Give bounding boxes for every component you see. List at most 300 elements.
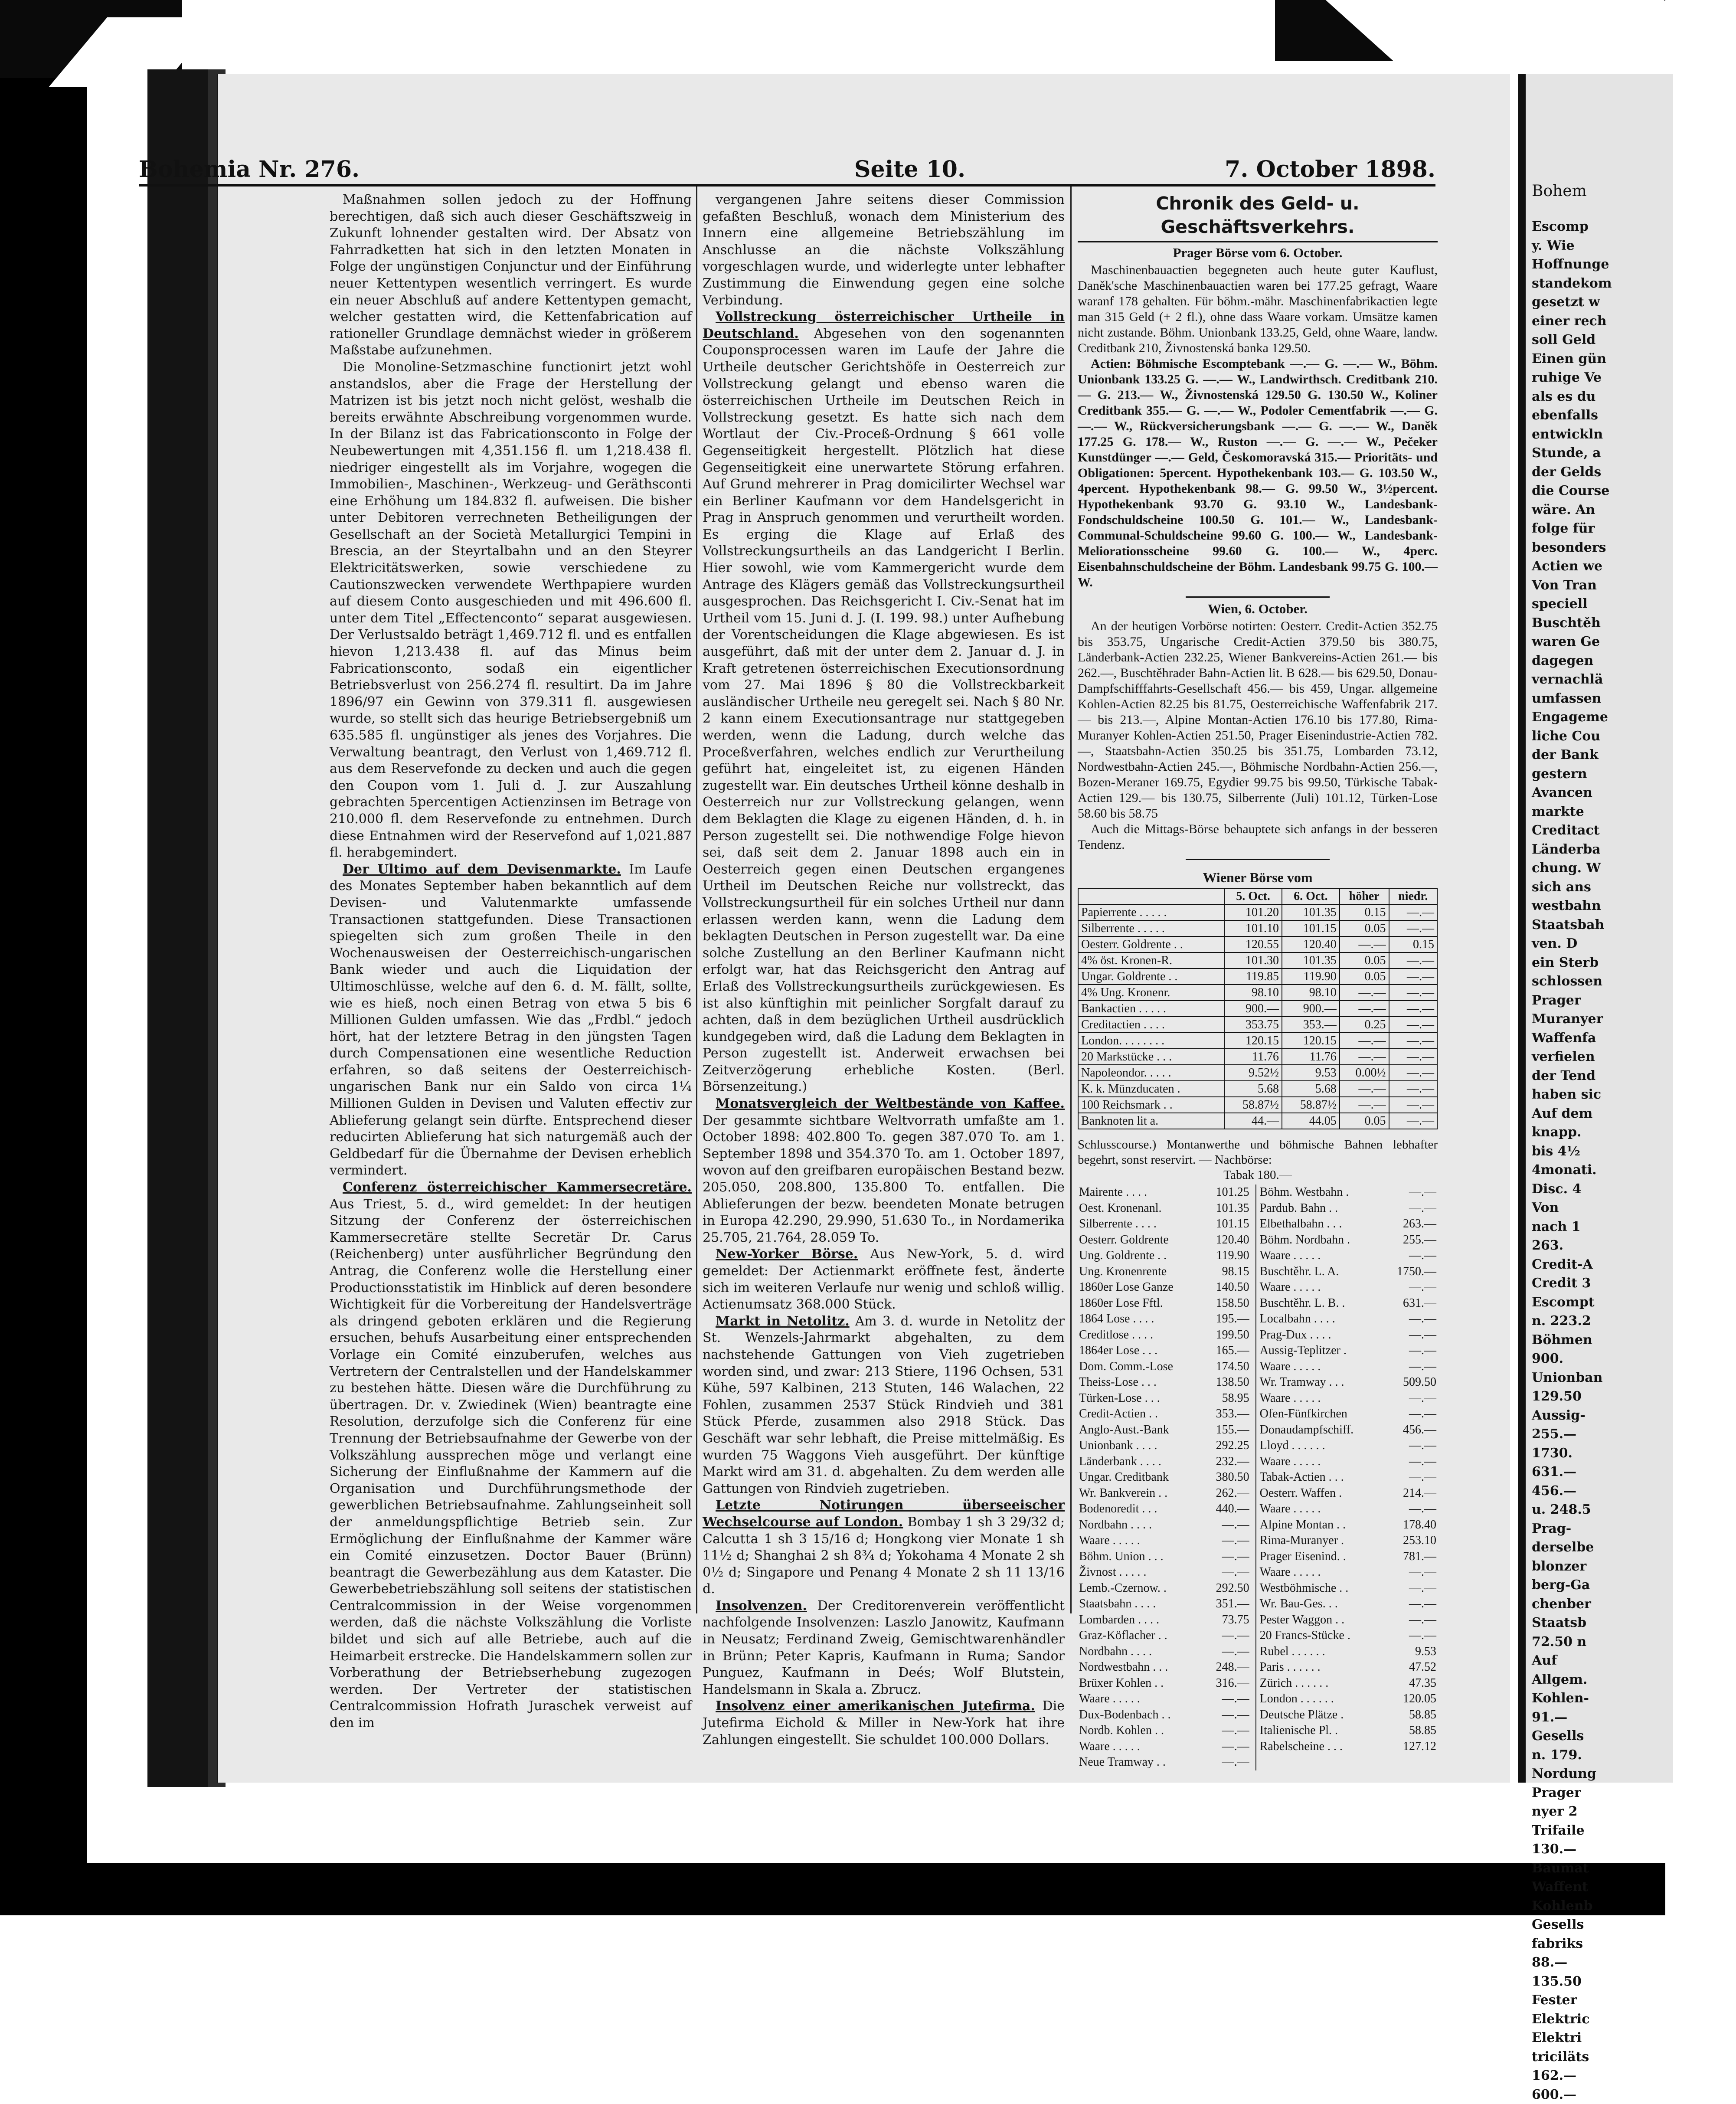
price-cell: —.—	[1383, 1201, 1438, 1217]
price-cell: 380.50	[1203, 1469, 1255, 1486]
security-name-cell: Waare . . . . .	[1078, 1739, 1203, 1755]
price-cell: 98.10	[1224, 985, 1282, 1001]
security-name-cell: Waare . . . . .	[1256, 1279, 1383, 1296]
table-row	[1078, 1691, 1438, 1707]
adjacent-page-line: nach 1	[1526, 1217, 1673, 1237]
table-row	[1078, 1391, 1438, 1407]
adjacent-page-line: blonzer	[1526, 1557, 1673, 1576]
security-name-cell: Donaudampfschiff.	[1256, 1422, 1383, 1438]
price-cell: —.—	[1389, 904, 1437, 920]
adjacent-page-line: folge für	[1526, 519, 1673, 538]
security-name-cell: Nordbahn . . . .	[1078, 1517, 1203, 1533]
masthead-date: 7. October 1898.	[1225, 156, 1435, 183]
adjacent-page-line: u. 248.5	[1526, 1500, 1673, 1519]
adjacent-page-line: derselbe	[1526, 1538, 1673, 1557]
adjacent-page-line: Staatsbah	[1526, 916, 1673, 935]
price-cell: 120.40	[1282, 936, 1340, 952]
price-cell: 900.—	[1224, 1001, 1282, 1017]
article-paragraph-with-heading	[703, 309, 1065, 1096]
price-cell: 120.40	[1203, 1232, 1255, 1248]
adjacent-page-line: standekom	[1526, 274, 1673, 293]
adjacent-page-line: Von Tran	[1526, 576, 1673, 595]
security-name-cell: Waare . . . . .	[1256, 1501, 1383, 1517]
price-cell: 248.—	[1203, 1659, 1255, 1675]
price-cell: 9.53	[1282, 1065, 1340, 1081]
finance-column	[1078, 192, 1438, 1612]
security-name-cell: 1860er Lose Fftl.	[1078, 1296, 1203, 1312]
price-cell: —.—	[1340, 936, 1389, 952]
adjacent-page-line: Elektri	[1526, 2029, 1673, 2048]
adjacent-page-line: 600.—	[1526, 2085, 1673, 2104]
security-name-cell: Lombarden . . . .	[1078, 1612, 1203, 1628]
security-name-cell: Aussig-Teplitzer .	[1256, 1343, 1383, 1359]
adjacent-page-line: Allgem.	[1526, 1670, 1673, 1689]
adjacent-page-line: 72.50 n	[1526, 1633, 1673, 1652]
price-cell: 1750.—	[1383, 1264, 1438, 1280]
table-row	[1078, 1343, 1438, 1359]
adjacent-page-line: Auf dem	[1526, 1104, 1673, 1123]
table-row	[1078, 1049, 1437, 1065]
price-cell: —.—	[1383, 1185, 1438, 1201]
table-row	[1078, 969, 1437, 985]
security-name-cell: Ung. Kronenrente	[1078, 1264, 1203, 1280]
security-name-cell: Waare . . . . .	[1078, 1533, 1203, 1549]
security-name-cell: Elbethalbahn . . .	[1256, 1216, 1383, 1232]
closing-prices-note: Schlusscourse.) Montanwerthe und böhmische Bahnen lebhafter begehrt, sonst reservirt. — Nachbörse:	[1078, 1137, 1438, 1168]
table-row	[1078, 1017, 1437, 1033]
table-row	[1078, 1311, 1438, 1327]
table-header: 6. Oct.	[1282, 888, 1340, 904]
price-cell: —.—	[1383, 1279, 1438, 1296]
article-heading: Monatsvergleich der Weltbestände von Kaffee.	[716, 1096, 1065, 1111]
article-heading: New-Yorker Börse.	[716, 1247, 858, 1262]
price-cell: 101.20	[1224, 904, 1282, 920]
vienna-exchange-table-title: Wiener Börse vom	[1078, 870, 1438, 885]
security-name-cell: 1860er Lose Ganze	[1078, 1279, 1203, 1296]
article-heading: Conferenz österreichischer Kammersecretäre.	[343, 1180, 692, 1195]
adjacent-page-line: Credit-A	[1526, 1255, 1673, 1274]
security-name-cell: Waare . . . . .	[1256, 1454, 1383, 1470]
price-cell: 58.87½	[1224, 1097, 1282, 1113]
adjacent-page-line: Escomp	[1526, 217, 1673, 236]
adjacent-page-line: Disc. 4	[1526, 1180, 1673, 1199]
security-name-cell: Westböhmische . .	[1256, 1580, 1383, 1597]
table-row	[1078, 1422, 1438, 1438]
adjacent-page-line: haben sic	[1526, 1085, 1673, 1104]
adjacent-page-line: sich ans	[1526, 878, 1673, 897]
security-name-cell: Böhm. Westbahn .	[1256, 1185, 1383, 1201]
table-row	[1078, 1216, 1438, 1232]
security-name-cell: Ung. Goldrente . .	[1078, 1248, 1203, 1264]
price-cell: —.—	[1203, 1517, 1255, 1533]
prague-exchange-quotes: Actien: Böhmische Escomptebank —.— G. —.— W., Böhm. Unionbank 133.25 G. —.— W., Landwirthsch. Creditbank 210.— G. 213.— W., Živnostenská 129.50 G. 130.50 W., Koliner Creditbank 355.— G. —.— W., Podoler Cementfabrik —.— G. —.— W., Rückversicherungsbank —.— G. —.— W., Daněk 177.25 G. 178.— W., Ruston —.— G. —.— W., Pečeker Kunstdünger —.— Geld, Českomoravská 315.— Prioritäts- und Obligationen: 5percent. Hypothekenbank 103.— G. 103.50 W., 4percent. Hypothekenbank 98.— G. 99.50 W., 3½percent. Hypothekenbank 93.70 G. 93.10 W., Landesbank-Fondschuldscheine 100.50 G. 101.— W., Landesbank-Communal-Schuldscheine 99.60 G. 100.— W., Landesbank-Meliorationsscheine 99.60 G. 100.— W., 4perc. Eisenbahnschuldscheine der Böhm. Landesbank 99.75 G. 100.— W.	[1078, 356, 1438, 590]
adjacent-page-line: Elektric	[1526, 2010, 1673, 2029]
article-text: Der gesammte sichtbare Weltvorrath umfaßte am 1. October 1898: 402.800 To. gegen 387.070 To. am 1. September 1898 und 354.370 To. am 1. October 1897, wovon auf den greifbaren europäischen Bestand bezw. 205.050, 208.800, 135.800 To. entfallen. Die Ablieferungen der bezw. beendeten Monate betrugen in Europa 42.290, 29.990, 51.630 To., in Nordamerika 25.705, 21.764, 28.059 To.	[703, 1113, 1065, 1245]
scan-corner-cut-right	[1326, 0, 1736, 65]
table-row	[1078, 1517, 1438, 1533]
article-paragraph	[703, 192, 1065, 309]
security-name-cell: 4% öst. Kronen-R.	[1078, 952, 1224, 969]
price-cell: —.—	[1383, 1454, 1438, 1470]
price-cell: 98.10	[1282, 985, 1340, 1001]
table-body	[1078, 904, 1437, 1129]
article-paragraph-with-heading	[703, 1096, 1065, 1246]
security-name-cell: Papierrente . . . . .	[1078, 904, 1224, 920]
title-rule	[1078, 241, 1438, 242]
adjacent-page-line: verfielen	[1526, 1047, 1673, 1067]
price-cell: —.—	[1389, 1081, 1437, 1097]
price-cell: 263.—	[1383, 1216, 1438, 1232]
price-cell: —.—	[1203, 1644, 1255, 1660]
adjacent-page-line: 255.—	[1526, 1425, 1673, 1444]
table-row	[1078, 1232, 1438, 1248]
article-paragraph-with-heading	[703, 1313, 1065, 1498]
price-cell: 900.—	[1282, 1001, 1340, 1017]
adjacent-page-line: y. Wie	[1526, 236, 1673, 255]
security-name-cell: Creditactien . . . .	[1078, 1017, 1224, 1033]
adjacent-page-line: Gesells	[1526, 1727, 1673, 1746]
price-cell: 101.10	[1224, 920, 1282, 936]
price-cell: 119.90	[1282, 969, 1340, 985]
adjacent-page-line: Gesells	[1526, 1915, 1673, 1934]
adjacent-page-line: westbahn	[1526, 897, 1673, 916]
adjacent-page-line: vernachlä	[1526, 670, 1673, 689]
price-cell: 58.85	[1383, 1707, 1438, 1723]
table-row	[1078, 1113, 1437, 1129]
price-cell: —.—	[1389, 1113, 1437, 1129]
price-cell: 253.10	[1383, 1533, 1438, 1549]
security-name-cell: Alpine Montan . .	[1256, 1517, 1383, 1533]
price-cell: —.—	[1383, 1580, 1438, 1597]
security-name-cell: Ungar. Goldrente . .	[1078, 969, 1224, 985]
adjacent-page-line: triciläts	[1526, 2048, 1673, 2067]
price-cell: 120.15	[1282, 1033, 1340, 1049]
security-name-cell: Buschtěhr. L. A.	[1256, 1264, 1383, 1280]
price-cell: 73.75	[1203, 1612, 1255, 1628]
security-name-cell: Ofen-Fünfkirchen	[1256, 1406, 1383, 1422]
adjacent-page-fragment	[1518, 74, 1673, 1783]
price-cell: —.—	[1203, 1723, 1255, 1739]
table-row	[1078, 985, 1437, 1001]
adjacent-page-line: schlossen	[1526, 972, 1673, 991]
price-cell: 9.52½	[1224, 1065, 1282, 1081]
price-cell: 101.15	[1282, 920, 1340, 936]
price-cell: —.—	[1383, 1596, 1438, 1612]
security-name-cell: 100 Reichsmark . .	[1078, 1097, 1224, 1113]
vienna-exchange-table	[1078, 888, 1438, 1129]
security-name-cell: Staatsbahn . . . .	[1078, 1596, 1203, 1612]
table-row	[1078, 920, 1437, 936]
price-cell: 5.68	[1224, 1081, 1282, 1097]
table-header: 5. Oct.	[1224, 888, 1282, 904]
security-name-cell: 1864 Lose . . . .	[1078, 1311, 1203, 1327]
adjacent-page-line: 1730.	[1526, 1444, 1673, 1463]
adjacent-page-line: 129.50	[1526, 1387, 1673, 1406]
price-cell: 120.15	[1224, 1033, 1282, 1049]
article-paragraph	[330, 359, 692, 861]
security-name-cell: Lloyd . . . . . .	[1256, 1438, 1383, 1454]
security-name-cell: Paris . . . . . .	[1256, 1659, 1383, 1675]
security-name-cell: Pardub. Bahn . .	[1256, 1201, 1383, 1217]
security-name-cell: Neue Tramway . .	[1078, 1754, 1203, 1770]
price-cell: 165.—	[1203, 1343, 1255, 1359]
security-name-cell: Silberrente . . . .	[1078, 1216, 1203, 1232]
security-name-cell: Localbahn . . . .	[1256, 1311, 1383, 1327]
adjacent-page-line: Länderba	[1526, 840, 1673, 859]
adjacent-page-line: Kohlen-	[1526, 1689, 1673, 1708]
price-cell: —.—	[1383, 1628, 1438, 1644]
price-cell: 292.50	[1203, 1580, 1255, 1597]
price-cell: —.—	[1389, 1049, 1437, 1065]
scan-border-left	[0, 0, 87, 1915]
security-name-cell: Böhm. Union . . .	[1078, 1549, 1203, 1565]
article-paragraph-with-heading	[703, 1497, 1065, 1598]
security-name-cell: 4% Ung. Kronenr.	[1078, 985, 1224, 1001]
security-name-cell: Wr. Bau-Ges. . .	[1256, 1596, 1383, 1612]
vienna-report: An der heutigen Vorbörse notirten: Oesterr. Credit-Actien 352.75 bis 353.75, Ungarische Credit-Actien 379.50 bis 380.75, Länderbank-Actien 232.25, Wiener Bankvereins-Actien 261.— bis 262.—, Buschtěhrader Bahn-Actien lit. B 628.— bis 629.50, Donau-Dampfschifffahrts-Gesellschaft 456.— bis 459, Ungar. allgemeine Kohlen-Actien 82.25 bis 81.75, Oesterreichische Waffenfabrik 217.— bis 213.—, Alpine Montan-Actien 176.10 bis 177.80, Rima-Muranyer Kohlen-Actien 251.50, Prager Eisenindustrie-Actien 782.—, Staatsbahn-Actien 350.25 bis 351.75, Lombarden 73.12, Nordwestbahn-Actien 245.—, Böhmische Nordbahn-Actien 256.—, Bozen-Meraner 169.75, Egydier 99.75 bis 99.50, Türkische Tabak-Actien 129.— bis 130.75, Silberrente (Juli) 101.12, Türken-Lose 58.60 bis 58.75	[1078, 618, 1438, 821]
prague-exchange-heading: Prager Börse vom 6. October.	[1078, 245, 1438, 261]
price-cell: 174.50	[1203, 1359, 1255, 1375]
column-rule	[1070, 187, 1072, 1613]
article-text: Am 3. d. wurde in Netolitz der St. Wenzels-Jahrmarkt abgehalten, zu dem nachstehende Gattungen von Vieh zugetrieben worden sind, und zwar: 213 Stiere, 1196 Ochsen, 531 Kühe, 597 Kalbinen, 213 Stuten, 146 Walachen, 22 Fohlen, zusammen 2537 Stück Rindvieh und 381 Stück Pferde, zusammen also 2918 Stück. Das Geschäft war sehr lebhaft, die Preise mittelmäßig. Es wurden 75 Waggons Vieh ausgeführt. Der künftige Markt wird am 31. d. abgehalten. Zu dem werden alle Gattungen von Rindvieh zugetrieben.	[703, 1314, 1065, 1496]
adjacent-page-line: Escompt	[1526, 1293, 1673, 1312]
adjacent-page-line: 900.	[1526, 1349, 1673, 1368]
security-name-cell: Ungar. Creditbank	[1078, 1469, 1203, 1486]
security-name-cell: Buschtěhr. L. B. .	[1256, 1296, 1383, 1312]
adjacent-page-line: wäre. An	[1526, 501, 1673, 520]
article-text: Die Monoline-Setzmaschine functionirt jetzt wohl anstandslos, aber die Frage der Herstellung der Matrizen ist bis jetzt noch nicht gelöst, weshalb die bereits erwähnte Abschreibung vorgenommen wurde. In der Bilanz ist das Fabricationsconto in Folge der Neubewertungen mit 4,351.156 fl. um 1,218.438 fl. niedriger eingestellt als im Vorjahre, wogegen die Immobilien-, Maschinen-, Werkzeug- und Geräthsconti eine Erhöhung um 184.832 fl. aufweisen. Die bisher unter Debitoren verrechneten Betheiligungen der Gesellschaft an der Società Metallurgici Tempini in Brescia, an der Steyrtalbahn und an den Steyrer Elektricitätswerken, sowie verschiedene zu Cautionszwecken verwendete Werthpapiere wurden auf diesem Conto ausgeschieden und mit 496.600 fl. unter dem Titel „Effectenconto“ separat ausgewiesen. Der Verlustsaldo beträgt 1,469.712 fl. und es entfallen hievon 1,213.438 fl. auf das Minus beim Fabricationsconto, sodaß ein eigentlicher Betriebsverlust von 256.274 fl. resultirt. Da im Jahre 1896/97 ein Gewinn von 379.311 fl. ausgewiesen wurde, so stellt sich das heurige Betriebsergebniß um 635.585 fl. ungünstiger als jenes des Vorjahres. Die Verwaltung beantragt, den Verlust von 1,469.712 fl. aus dem Reservefonde zu decken und auch die gegen den Coupon vom 1. Juli d. J. zur Auszahlung gebrachten 5percentigen Actienzinsen im Betrage von 210.000 fl. dem Reservefonde zu entnehmen. Durch diese Entnahmen wird der Reservefond auf 1,021.887 fl. herabgemindert.	[330, 360, 692, 860]
security-name-cell: 20 Markstücke . . .	[1078, 1049, 1224, 1065]
security-name-cell: Länderbank . . . .	[1078, 1454, 1203, 1470]
price-cell: 98.15	[1203, 1264, 1255, 1280]
adjacent-page-line: Fester	[1526, 1991, 1673, 2010]
price-cell: 509.50	[1383, 1374, 1438, 1391]
table-row	[1078, 1081, 1437, 1097]
adjacent-page-line: besonders	[1526, 538, 1673, 557]
table-header-blank	[1078, 888, 1224, 904]
adjacent-page-line: Muranyer	[1526, 1010, 1673, 1029]
security-name-cell: K. k. Münzducaten .	[1078, 1081, 1224, 1097]
adjacent-page-line: Actien we	[1526, 557, 1673, 576]
security-name-cell: Bankactien . . . . .	[1078, 1001, 1224, 1017]
security-name-cell: Türken-Lose . . .	[1078, 1391, 1203, 1407]
table-row	[1078, 1374, 1438, 1391]
article-paragraph	[330, 192, 692, 359]
adjacent-page-line: speciell	[1526, 595, 1673, 614]
vienna-midday-note: Auch die Mittags-Börse behauptete sich anfangs in der besseren Tendenz.	[1078, 821, 1438, 853]
price-cell: 5.68	[1282, 1081, 1340, 1097]
price-cell: 456.—	[1383, 1422, 1438, 1438]
price-cell: —.—	[1340, 1097, 1389, 1113]
security-name-cell: Zürich . . . . . .	[1256, 1675, 1383, 1692]
price-cell: 44.05	[1282, 1113, 1340, 1129]
price-cell: 0.05	[1340, 969, 1389, 985]
price-cell: 119.90	[1203, 1248, 1255, 1264]
price-cell: —.—	[1203, 1707, 1255, 1723]
table-row	[1078, 1754, 1438, 1770]
price-cell: —.—	[1203, 1564, 1255, 1580]
article-paragraph-with-heading	[330, 1179, 692, 1732]
adjacent-page-line: Stunde, a	[1526, 444, 1673, 463]
price-cell: —.—	[1340, 1033, 1389, 1049]
table-row	[1078, 1248, 1438, 1264]
section-rule	[1186, 596, 1330, 598]
price-cell: —.—	[1383, 1391, 1438, 1407]
price-cell: —.—	[1203, 1739, 1255, 1755]
adjacent-page-line: Baumat	[1526, 1859, 1673, 1878]
security-name-cell: Živnost . . . . .	[1078, 1564, 1203, 1580]
adjacent-page-line: n. 223.2	[1526, 1312, 1673, 1331]
security-name-cell: Italienische Pl. .	[1256, 1723, 1383, 1739]
adjacent-page-line: chenber	[1526, 1595, 1673, 1614]
adjacent-page-line: ein Sterb	[1526, 953, 1673, 972]
price-cell: 101.30	[1224, 952, 1282, 969]
price-cell: —.—	[1389, 1065, 1437, 1081]
adjacent-page-line: berg-Ga	[1526, 1576, 1673, 1595]
price-cell: 292.25	[1203, 1438, 1255, 1454]
security-name-cell: Bodenoredit . . .	[1078, 1501, 1203, 1517]
security-name-cell: Nordbahn . . . .	[1078, 1644, 1203, 1660]
adjacent-page-line: umfassen	[1526, 689, 1673, 708]
adjacent-page-line: die Course	[1526, 481, 1673, 501]
price-cell: 44.—	[1224, 1113, 1282, 1129]
security-name-cell: London. . . . . . . .	[1078, 1033, 1224, 1049]
table-header: höher	[1340, 888, 1389, 904]
adjacent-page-line: der Gelds	[1526, 463, 1673, 482]
adjacent-page-line: Creditact	[1526, 821, 1673, 840]
adjacent-page-line: Buschtěh	[1526, 614, 1673, 633]
adjacent-page-line: Credit 3	[1526, 1274, 1673, 1293]
security-name-cell: Rima-Muranyer .	[1256, 1533, 1383, 1549]
article-heading: Insolvenzen.	[716, 1598, 807, 1613]
security-name-cell: 20 Francs-Stücke .	[1256, 1628, 1383, 1644]
price-cell: —.—	[1383, 1501, 1438, 1517]
price-cell: 120.55	[1224, 936, 1282, 952]
security-name-cell: Silberrente . . . . .	[1078, 920, 1224, 936]
price-cell: 140.50	[1203, 1279, 1255, 1296]
adjacent-page-line: chung. W	[1526, 859, 1673, 878]
price-cell: —.—	[1383, 1438, 1438, 1454]
price-cell: 0.25	[1340, 1017, 1389, 1033]
adjacent-page-line: 88.—	[1526, 1953, 1673, 1972]
security-name-cell: Oest. Kronenanl.	[1078, 1201, 1203, 1217]
price-cell: 119.85	[1224, 969, 1282, 985]
article-paragraph-with-heading	[330, 861, 692, 1179]
article-heading: Insolvenz einer amerikanischen Jutefirma.	[716, 1698, 1035, 1714]
security-name-cell: Wr. Tramway . . .	[1256, 1374, 1383, 1391]
price-cell: 9.53	[1383, 1644, 1438, 1660]
price-cell: —.—	[1340, 1001, 1389, 1017]
security-name-cell: Nordb. Kohlen . .	[1078, 1723, 1203, 1739]
table-row	[1078, 1264, 1438, 1280]
price-cell: —.—	[1203, 1691, 1255, 1707]
table-row	[1078, 1201, 1438, 1217]
article-paragraph-with-heading	[703, 1246, 1065, 1313]
adjacent-page-line: Auf	[1526, 1651, 1673, 1670]
price-cell: 255.—	[1383, 1232, 1438, 1248]
price-cell: 138.50	[1203, 1374, 1255, 1391]
price-cell: 127.12	[1383, 1739, 1438, 1755]
price-cell: 47.52	[1383, 1659, 1438, 1675]
price-cell: —.—	[1383, 1359, 1438, 1375]
security-name-cell: Mairente . . . .	[1078, 1185, 1203, 1201]
article-heading: Markt in Netolitz.	[716, 1314, 850, 1329]
security-name-cell: Waare . . . . .	[1256, 1359, 1383, 1375]
price-cell: 120.05	[1383, 1691, 1438, 1707]
security-name-cell: Waare . . . . .	[1256, 1248, 1383, 1264]
adjacent-page-lines	[1526, 217, 1673, 2104]
article-text: Abgesehen von den sogenannten Couponsprocessen waren im Laufe der Jahre die Urtheile deutscher Gerichtshöfe in Oesterreich zur Vollstreckung gelangt und ebenso waren die österreichischen Urtheile im Deutschen Reich in Vollstreckung gesetzt. Es hatte sich nach dem Wortlaut der Civ.-Proceß-Ordnung § 661 volle Gegenseitigkeit hergestellt. Plötzlich hat diese Gegenseitigkeit eine unerwartete Störung erfahren. Auf Grund mehrerer in Prag domicilirter Wechsel war ein Berliner Kaufmann vor dem Handelsgericht in Prag in Anspruch genommen und verurtheilt worden. Es erging die Klage auf Erlaß des Vollstreckungsurtheils an das Landgericht I Berlin. Hier sowohl, wie vom Kammergericht wurde dem Antrage des Klägers gemäß das Vollstreckungsurtheil ausgesprochen. Das Reichsgericht I. Civ.-Senat hat im Urtheil vom 15. Juni d. J. (I. 199. 98.) unter Aufhebung der Vorentscheidungen die Klage abgewiesen. Es ist ausgeführt, daß mit der unter dem 2. Januar d. J. in Kraft getretenen österreichischen Executionsordnung vom 27. Mai 1896 § 80 die Vollstreckbarkeit ausländischer Urtheile neu geregelt sei. Nach § 80 Nr. 2 kann einem Executionsantrage nur stattgegeben werden, wenn die Ladung, durch welche das Proceßverfahren, welches endlich zur Verurtheilung geführt hat, eingeleitet ist, zu eigenen Händen zugestellt war. Ein deutsches Urtheil könne deshalb in Oesterreich nur zur Vollstreckung gelangen, wenn dem Beklagten die Klage zu eigenen Händen, d. h. in Person zugestellt sei. Die nothwendige Folge hievon sei, daß seit dem 2. Januar 1898 auch ein in Oesterreich gegen einen Deutschen ergangenes Urtheil im Deutschen Reiche nur vollstreckt, das Vollstreckungsurtheil für ein solches Urtheil nur dann erlassen werden kann, wenn die Ladung dem beklagten Deutschen in Person zugestellt war. Da eine solche Zustellung an den Berliner Kaufmann nicht erfolgt war, hat das Reichsgericht den Antrag auf Erlaß des Vollstreckungsurtheils zurückgewiesen. Es ist also künftighin mit peinlicher Sorgfalt darauf zu achten, daß in dem bezüglichen Urtheil ausdrücklich kundgegeben wird, daß die Ladung dem Beklagten in Person zugestellt ist. Anderweit erwachsen bei Zeitverzögerung erhebliche Kosten. (Berl. Börsenzeitung.)	[703, 326, 1065, 1095]
adjacent-page-line: Waffenfa	[1526, 1029, 1673, 1048]
price-cell: —.—	[1340, 1049, 1389, 1065]
price-cell: —.—	[1383, 1343, 1438, 1359]
adjacent-page-line: bis 4½	[1526, 1142, 1673, 1161]
adjacent-page-line: liche Cou	[1526, 727, 1673, 746]
table-row	[1078, 1001, 1437, 1017]
adjacent-page-line: Trifaile	[1526, 1821, 1673, 1840]
security-name-cell: Theiss-Lose . . .	[1078, 1374, 1203, 1391]
security-name-cell: Brüxer Kohlen . .	[1078, 1675, 1203, 1692]
security-name-cell: Nordwestbahn . . .	[1078, 1659, 1203, 1675]
adjacent-page-line: 4monati.	[1526, 1161, 1673, 1180]
adjacent-page-line: einer rech	[1526, 312, 1673, 331]
book-gutter	[147, 69, 217, 1787]
column-rule	[696, 187, 697, 1613]
table-row	[1078, 1185, 1438, 1201]
article-text: Aus Triest, 5. d., wird gemeldet: In der heutigen Sitzung der Conferenz der österreichischen Kammersecretäre stellte Secretär Dr. Carus (Reichenberg) unter ausführlicher Begründung den Antrag, die Conferenz wolle die Herstellung einer Productionsstatistik im Hinblick auf deren besondere Wichtigkeit für die Vorbereitung der Handelsverträge als dringend geboten erklären und die Regierung ersuchen, behufs Ausarbeitung einer entsprechenden Vorlage ein Comité einzuberufen, welches aus Vertretern der Centralstellen und der Handelskammer zu bestehen hätte. Diesen wäre die Durchführung zu übertragen. Dr. v. Zwiedinek (Wien) beantragte eine Resolution, derzufolge sich die Conferenz für eine Trennung der Betriebsaufnahme der Gewerbe von der Volkszählung aussprechen möge und verlangt eine Sicherung der Einflußnahme der Kammern auf die Organisation und Durchführungsmethode der gewerblichen Betriebsaufnahme. Zahlungseinheit soll der anmeldungspflichtige Betrieb sein. Zur Ermöglichung der Einflußnahme der Kammer wäre ein Comité einzusetzen. Doctor Bauer (Brünn) beantragt die Gewerbezählung aus dem Kataster. Die Gewerbebetriebszählung soll seitens der statistischen Centralcommission in der Weise vorgenommen werden, daß die nächste Volkszählung die Vorliste bildet und sich auf alle Betriebe, auch auf die Heimarbeit erstrecke. Die Handelskammern sollen zur Vorberathung der Betriebserhebung zugezogen werden. Der Vertreter der statistischen Centralcommission Hofrath Juraschek verweist auf den im	[330, 1197, 692, 1731]
adjacent-page-line: Avancen	[1526, 783, 1673, 802]
article-heading: Der Ultimo auf dem Devisenmarkte.	[343, 862, 621, 877]
closing-prices-table	[1078, 1185, 1438, 1770]
table-row	[1078, 1296, 1438, 1312]
adjacent-page-line: Prager	[1526, 1783, 1673, 1803]
price-cell: 353.—	[1282, 1017, 1340, 1033]
price-cell: 101.35	[1282, 904, 1340, 920]
adjacent-page-line: Unionban	[1526, 1368, 1673, 1387]
security-name-cell: Deutsche Plätze .	[1256, 1707, 1383, 1723]
adjacent-page-line: waren Ge	[1526, 632, 1673, 651]
table-header: niedr.	[1389, 888, 1437, 904]
price-cell: 58.95	[1203, 1391, 1255, 1407]
section-title: Chronik des Geld- u. Geschäftsverkehrs.	[1078, 192, 1438, 239]
security-name-cell: London . . . . . .	[1256, 1691, 1383, 1707]
table-row	[1078, 1739, 1438, 1755]
adjacent-page-line: 91.—	[1526, 1708, 1673, 1727]
security-name-cell: Credit-Actien . .	[1078, 1406, 1203, 1422]
price-cell: 155.—	[1203, 1422, 1255, 1438]
table-row	[1078, 1628, 1438, 1644]
table-row	[1078, 1580, 1438, 1597]
adjacent-page-line: 130.—	[1526, 1840, 1673, 1859]
security-name-cell: Prager Eisenind. .	[1256, 1549, 1383, 1565]
table-row	[1078, 1279, 1438, 1296]
adjacent-page-line: Aussig-	[1526, 1406, 1673, 1425]
article-text: Im Laufe des Monates September haben bekanntlich auf dem Devisen- und Valutenmarkte umfassende Transactionen stattgefunden. Diese Transactionen spiegelten sich zum großen Theile in den Wochenausweisen der Oesterreichisch-ungarischen Bank wieder und auch die Liquidation der Ultimoschlüsse, welche auf den 6. d. M. fällt, sollte, wie es hieß, noch einen Betrag von etwa 5 bis 6 Millionen Gulden umfassen. Wie das „Frdbl.“ jedoch hört, hat der letztere Betrag in den jüngsten Tagen durch Compensationen eine wesentliche Reduction erfahren, so daß seitens der Oesterreichisch-ungarischen Bank nur ein Saldo von circa 1¼ Millionen Gulden in Devisen und Valuten effectiv zur Ablieferung gelangt sein dürfte. Entsprechend dieser reducirten Ablieferung hat sich naturgemäß auch der Geldbedarf für die Übernahme der Devisen erheblich vermindert.	[330, 862, 692, 1178]
table-row	[1078, 1454, 1438, 1470]
adjacent-page-line: gestern	[1526, 765, 1673, 784]
security-name-cell: Unionbank . . . .	[1078, 1438, 1203, 1454]
vienna-heading: Wien, 6. October.	[1078, 601, 1438, 617]
security-name-cell: Oesterr. Waffen .	[1256, 1486, 1383, 1502]
adjacent-page-line: der Bank	[1526, 746, 1673, 765]
adjacent-page-header: Bohem	[1526, 182, 1673, 200]
price-cell: —.—	[1383, 1612, 1438, 1628]
price-cell: —.—	[1389, 1097, 1437, 1113]
article-text: Bombay 1 sh 3 29/32 d; Calcutta 1 sh 3 15/16 d; Hongkong vier Monate 1 sh 11½ d; Shanghai 2 sh 8¾ d; Yokohama 4 Monate 2 sh 0½ d; Singapore und Penang 4 Monate 2 sh 11 13/16 d.	[703, 1515, 1065, 1597]
article-heading: Letzte Notirungen überseeischer Wechselcourse auf London.	[703, 1498, 1065, 1530]
article-column-2	[703, 192, 1065, 1612]
prague-exchange-report: Maschinenbauactien begegneten auch heute guter Kauflust, Daněk'sche Maschinenbauactien waren bei 177.25 gefragt, Waare waranf 178 gehalten. Für böhm.-mähr. Maschinenfabrikactien legte man 315 Geld (+ 2 fl.), ohne dass Waare vorkam. Umsätze kamen nicht zustande. Böhm. Unionbank 133.25, Geld, ohne Waare, landw. Creditbank 210, Živnostenská banka 129.50.	[1078, 262, 1438, 356]
